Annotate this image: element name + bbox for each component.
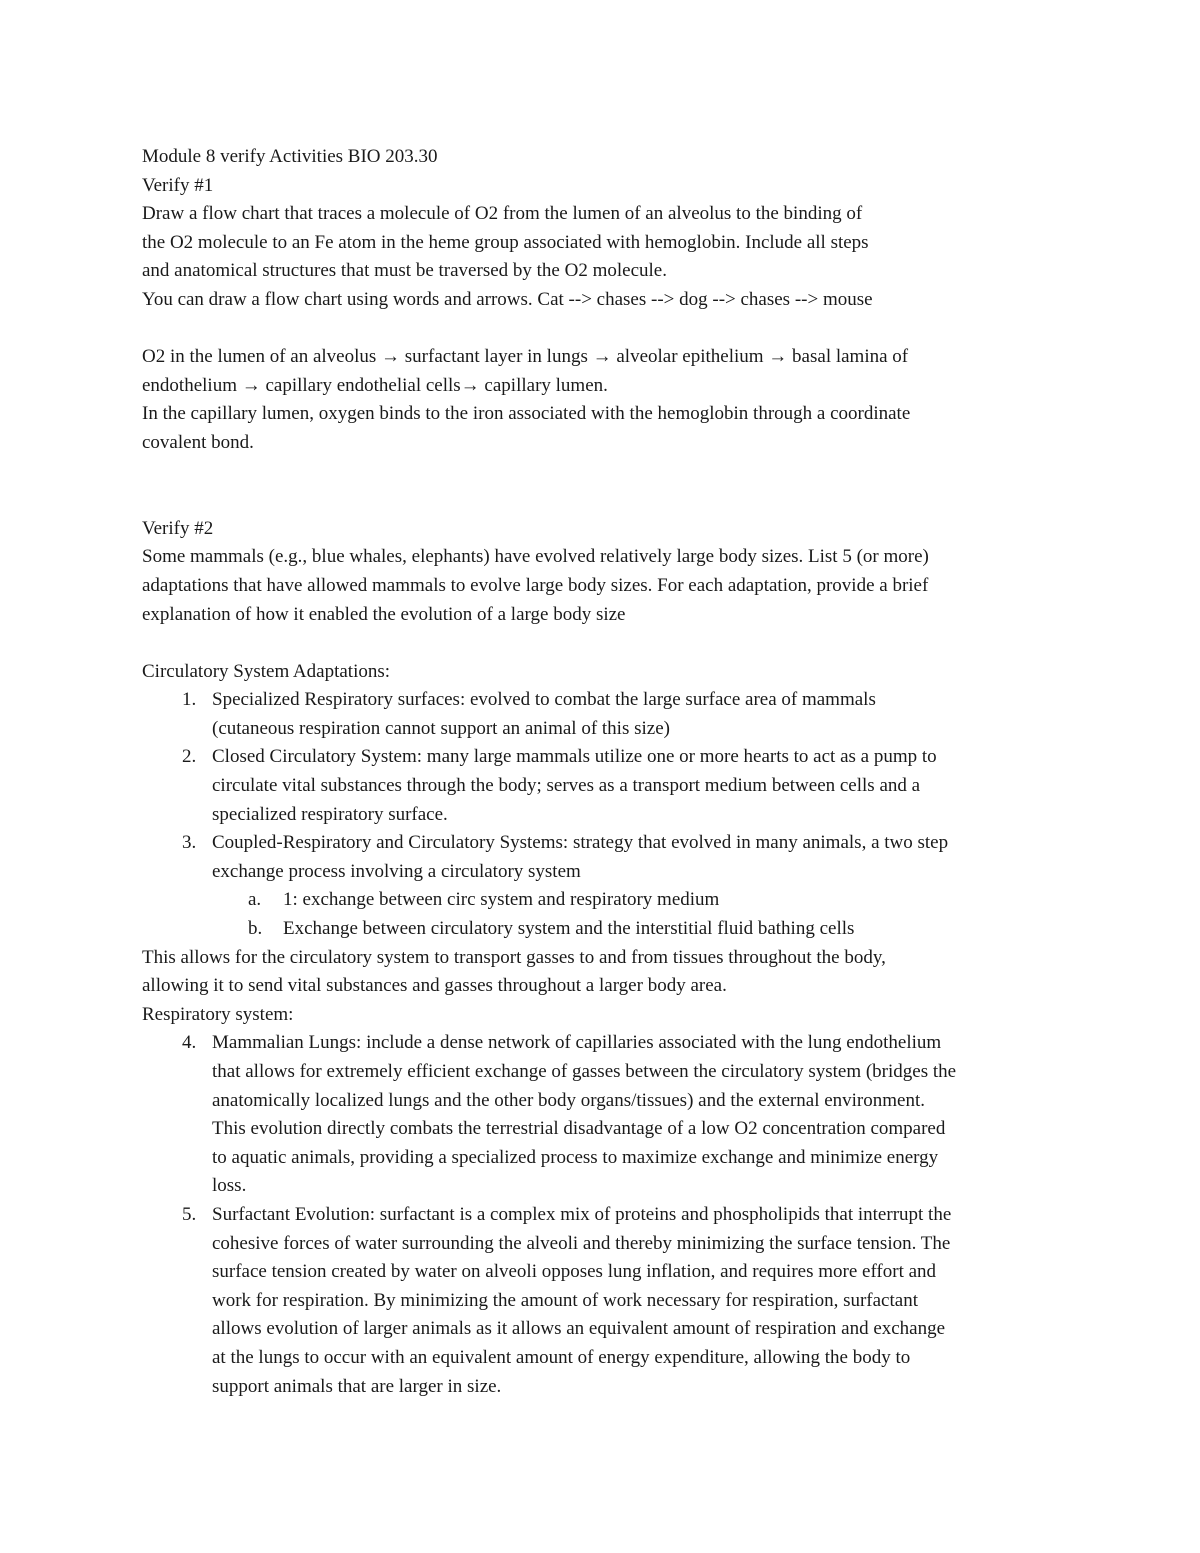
list-item-line: circulate vital substances through the body; serves as a transport medium between cells and a bbox=[212, 775, 921, 797]
verify1-answer bbox=[142, 343, 1072, 457]
list-item-line: specialized respiratory surface. bbox=[212, 803, 448, 825]
list-item-line: loss. bbox=[212, 1175, 247, 1197]
verify1-prompt-line: and anatomical structures that must be traversed by the O2 molecule. bbox=[142, 260, 667, 282]
verify1-answer-line: endothelium → capillary endothelial cells→ capillary lumen. bbox=[142, 374, 608, 396]
verify1-prompt-line: the O2 molecule to an Fe atom in the heme group associated with hemoglobin. Include all steps bbox=[142, 231, 869, 253]
list-item-line: work for respiration. By minimizing the amount of work necessary for respiration, surfactant bbox=[212, 1289, 918, 1311]
document-title: Module 8 verify Activities BIO 203.30 bbox=[142, 146, 438, 167]
sub-list-letter: a. bbox=[248, 889, 262, 911]
verify1-prompt-line: Draw a flow chart that traces a molecule of O2 from the lumen of an alveolus to the binding of bbox=[142, 203, 863, 225]
list-item-line: cohesive forces of water surrounding the alveoli and thereby minimizing the surface tension. The bbox=[212, 1232, 951, 1254]
spacer bbox=[142, 629, 1072, 658]
verify1-answer-line: covalent bond. bbox=[142, 431, 254, 453]
list-item-line: Surfactant Evolution: surfactant is a complex mix of proteins and phospholipids that interrupt the bbox=[212, 1203, 952, 1225]
list-item bbox=[142, 743, 1072, 829]
list-item-line: This evolution directly combats the terrestrial disadvantage of a low O2 concentration compared bbox=[212, 1118, 946, 1140]
sub-list-item bbox=[142, 915, 1072, 944]
list-item-line: support animals that are larger in size. bbox=[212, 1375, 502, 1397]
circulatory-heading: Circulatory System Adaptations: bbox=[142, 660, 391, 682]
sub-list-text: Exchange between circulatory system and the interstitial fluid bathing cells bbox=[283, 918, 855, 940]
list-item bbox=[142, 1201, 1072, 1401]
verify1-answer-line: O2 in the lumen of an alveolus → surfactant layer in lungs → alveolar epithelium → basal lamina of bbox=[142, 346, 909, 368]
verify2-prompt-line: explanation of how it enabled the evolution of a large body size bbox=[142, 603, 626, 625]
list-item-line: to aquatic animals, providing a specialized process to maximize exchange and minimize energy bbox=[212, 1146, 939, 1168]
document-page bbox=[142, 143, 1072, 1401]
sub-list-item bbox=[142, 886, 1072, 915]
spacer bbox=[142, 458, 1072, 515]
verify1-prompt bbox=[142, 200, 1072, 314]
summary-line: allowing it to send vital substances and gasses throughout a larger body area. bbox=[142, 975, 727, 997]
list-item-line: allows evolution of larger animals as it allows an equivalent amount of respiration and exchange bbox=[212, 1318, 946, 1340]
list-item-line: that allows for extremely efficient exchange of gasses between the circulatory system (bridges the bbox=[212, 1061, 957, 1082]
list-number: 1. bbox=[182, 689, 197, 711]
list-item-line: exchange process involving a circulatory system bbox=[212, 860, 581, 882]
list-number: 4. bbox=[182, 1032, 197, 1054]
spacer bbox=[142, 315, 1072, 344]
list-item-line: Specialized Respiratory surfaces: evolved to combat the large surface area of mammals bbox=[212, 689, 876, 711]
summary-line: This allows for the circulatory system to transport gasses to and from tissues throughout the body, bbox=[142, 946, 886, 968]
list-item-line: at the lungs to occur with an equivalent amount of energy expenditure, allowing the body to bbox=[212, 1346, 911, 1368]
verify1-answer-line: In the capillary lumen, oxygen binds to the iron associated with the hemoglobin through a coordinate bbox=[142, 403, 911, 425]
circulatory-summary bbox=[142, 944, 1072, 1001]
list-item-line: (cutaneous respiration cannot support an animal of this size) bbox=[212, 717, 670, 739]
list-item-line: surface tension created by water on alveoli opposes lung inflation, and requires more effort and bbox=[212, 1261, 937, 1283]
list-item bbox=[142, 829, 1072, 886]
verify1-heading: Verify #1 bbox=[142, 174, 214, 196]
verify2-prompt bbox=[142, 543, 1072, 629]
verify2-prompt-line: Some mammals (e.g., blue whales, elephants) have evolved relatively large body sizes. List 5 (or more) bbox=[142, 546, 929, 568]
list-item bbox=[142, 686, 1072, 743]
verify1-prompt-line: You can draw a flow chart using words and arrows. Cat --> chases --> dog --> chases --> mouse bbox=[142, 288, 873, 310]
list-item bbox=[142, 1029, 1072, 1201]
respiratory-heading: Respiratory system: bbox=[142, 1003, 294, 1025]
list-number: 5. bbox=[182, 1203, 197, 1225]
list-number: 2. bbox=[182, 746, 197, 768]
verify2-heading: Verify #2 bbox=[142, 517, 214, 539]
list-item-line: Closed Circulatory System: many large mammals utilize one or more hearts to act as a pump to bbox=[212, 746, 937, 768]
list-item-line: Mammalian Lungs: include a dense network of capillaries associated with the lung endothelium bbox=[212, 1032, 942, 1054]
verify2-prompt-line: adaptations that have allowed mammals to evolve large body sizes. For each adaptation, provide a brief bbox=[142, 574, 929, 596]
list-number: 3. bbox=[182, 832, 197, 854]
sub-list-text: 1: exchange between circ system and respiratory medium bbox=[283, 889, 720, 911]
list-item-line: Coupled-Respiratory and Circulatory Systems: strategy that evolved in many animals, a two step bbox=[212, 832, 949, 854]
list-item-line: anatomically localized lungs and the other body organs/tissues) and the external environment. bbox=[212, 1089, 926, 1111]
sub-list-letter: b. bbox=[248, 918, 263, 940]
